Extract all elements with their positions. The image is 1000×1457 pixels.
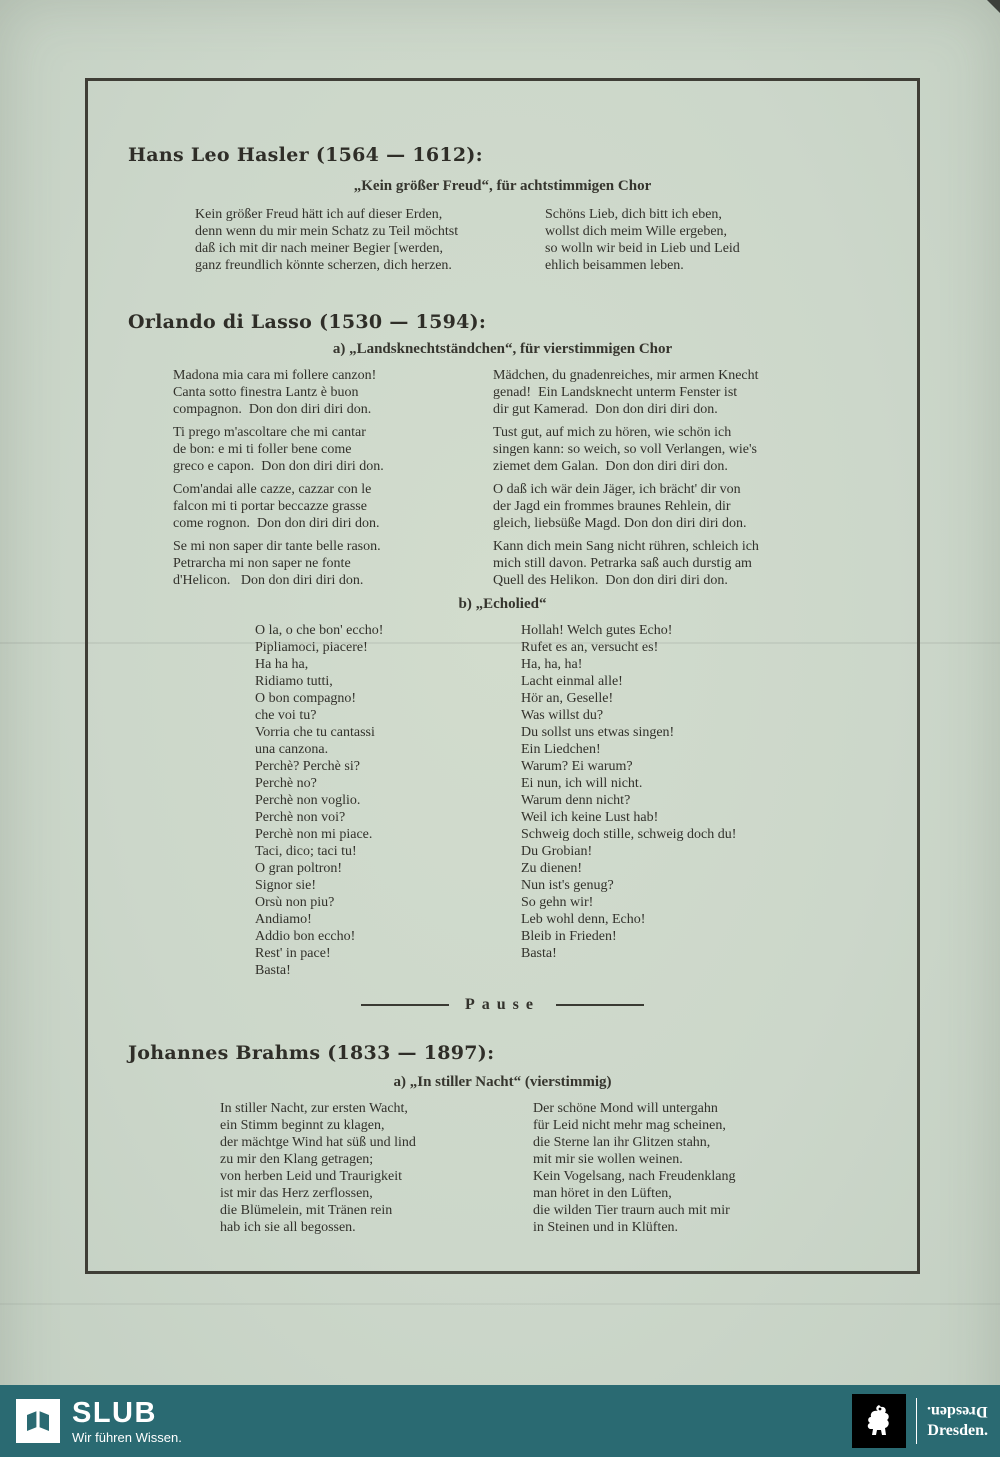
verse-line: Perchè non voglio. [255,793,361,808]
verse-line: come rognon. Don don diri diri don. [173,516,380,531]
verse-line: Quell des Helikon. Don don diri diri don. [493,573,728,588]
piece-subtitle-hasler: „Kein größer Freud“, für achtstimmigen Chor [353,178,652,194]
dresden-wordmark-stack [927,1403,988,1439]
dresden-wordmark: Dresden. [927,1422,988,1439]
stanza [493,424,877,475]
verse-line: Ei nun, ich will nicht. [521,776,643,791]
verse-column-german [493,367,877,589]
paper-fold-crease [0,1303,1000,1305]
verse-line: ist mir das Herz zerflossen, [220,1186,373,1201]
dresden-coat-of-arms-icon [852,1394,906,1448]
verse-line: singen kann: so weich, so voll Verlangen, wie's [493,442,757,457]
verse-column-right [533,1100,877,1236]
verse-line: Kein Vogelsang, nach Freudenklang [533,1169,736,1184]
verse-line: hab ich sie all begossen. [220,1220,356,1235]
verse-line: Lacht einmal alle! [521,674,623,689]
stanza [173,424,478,475]
verse-column-italian [173,367,478,589]
piece-subtitle-landsknechtstaendchen: a) „Landsknechtständchen“, für vierstimmigen Chor [332,341,673,357]
verse-line: che voi tu? [255,708,317,723]
verse-column-italian [195,206,535,274]
verse-line: Kein größer Freud hätt ich auf dieser Erden, [195,207,443,222]
verse-line: Rest' in pace! [255,946,331,961]
verse-line: Com'andai alle cazze, cazzar con le [173,482,372,497]
pause-rule-right [556,1004,644,1006]
slub-branding-bar [0,1385,1000,1457]
verse-line: ganz freundlich könnte scherzen, dich herzen. [195,258,452,273]
verse-line: gleich, liebsüße Magd. Don don diri diri don. [493,516,747,531]
verse-line: Tust gut, auf mich zu hören, wie schön ich [493,425,732,440]
verse-line: Vorria che tu cantassi [255,725,375,740]
verse-line: O la, o che bon' eccho! [255,623,384,638]
verse-line: de bon: e mi ti foller bene come [173,442,352,457]
verse-line: Mädchen, du gnadenreiches, mir armen Knecht [493,368,759,383]
verse-line: Perchè non mi piace. [255,827,373,842]
verse-line: O gran poltron! [255,861,343,876]
verse-line: O daß ich wär dein Jäger, ich brächt' dir von [493,482,741,497]
composer-heading-hasler: Hans Leo Hasler (1564 — 1612): [128,144,483,166]
verse-line: der Jagd ein frommes braunes Rehlein, dir [493,499,731,514]
verse-line: Petrarcha mi non saper ne fonte [173,556,351,571]
scan-corner-notch [987,0,1000,13]
stanza [493,538,877,589]
verse-line: zu mir den Klang getragen; [220,1152,374,1167]
verse-line: Se mi non saper dir tante belle rason. [173,539,381,554]
slub-logo-icon [16,1399,60,1443]
slub-wordmark: SLUB [72,1396,157,1429]
verse-line: der mächtge Wind hat süß und lind [220,1135,416,1150]
verse-line: dir gut Kamerad. Don don diri diri don. [493,402,718,417]
verse-line: Was willst du? [521,708,604,723]
verse-line: genad! Ein Landsknecht unterm Fenster ist [493,385,738,400]
verse-line: Leb wohl denn, Echo! [521,912,646,927]
verse-line: Ha, ha, ha! [521,657,583,672]
pause-label: Pause [465,996,540,1013]
verse-line: Orsù non piu? [255,895,335,910]
composer-heading-brahms: Johannes Brahms (1833 — 1897): [128,1042,495,1064]
stanza [173,481,478,532]
verse-line: Ha ha ha, [255,657,309,672]
verse-line: Warum denn nicht? [521,793,631,808]
section-hasler [128,143,877,274]
verse-line: so wolln wir beid in Lieb und Leid [545,241,740,256]
dresden-wordmark-flipped: Dresden. [927,1403,988,1420]
verse-line: Weil ich keine Lust hab! [521,810,659,825]
verse-line: Rufet es an, versucht es! [521,640,659,655]
verse-line: Basta! [521,946,557,961]
verse-line: Ti prego m'ascoltare che mi cantar [173,425,366,440]
stanza [173,367,478,418]
verse-line: Warum? Ei warum? [521,759,633,774]
verse-line: Perchè no? [255,776,317,791]
verse-line: mit mir sie wollen weinen. [533,1152,683,1167]
verse-column-left [220,1100,525,1236]
verse-line: wollst dich meim Wille ergeben, [545,224,728,239]
verse-line: d'Helicon. Don don diri diri don. [173,573,364,588]
section-brahms [128,1041,877,1236]
footer-divider [916,1398,917,1444]
verse-line: Andiamo! [255,912,312,927]
slub-text-column [72,1398,182,1445]
verse-line: man höret in den Lüften, [533,1186,672,1201]
verse-line: una canzona. [255,742,329,757]
verse-line: Signor sie! [255,878,317,893]
verse-line: falcon mi ti portar beccazze grasse [173,499,367,514]
verse-line: Schöns Lieb, dich bitt ich eben, [545,207,722,222]
verse-line: compagnon. Don don diri diri don. [173,402,372,417]
verse-line: So gehn wir! [521,895,594,910]
verse-line: von herben Leid und Traurigkeit [220,1169,402,1184]
pause-divider [128,995,877,1015]
verse-line: Ridiamo tutti, [255,674,333,689]
echo-column-italian [255,622,473,979]
verse-line: in Steinen und in Klüften. [533,1220,679,1235]
slub-tagline: Wir führen Wissen. [72,1429,182,1445]
verse-line: Hör an, Geselle! [521,691,614,706]
verse-line: Madona mia cara mi follere canzon! [173,368,377,383]
verse-line: für Leid nicht mehr mag scheinen, [533,1118,726,1133]
verse-line: Du sollst uns etwas singen! [521,725,675,740]
verse-line: O bon compagno! [255,691,357,706]
verse-line: Ein Liedchen! [521,742,601,757]
echo-column-german [521,622,877,979]
verse-line: Addio bon eccho! [255,929,356,944]
verse-line: Der schöne Mond will untergahn [533,1101,718,1116]
verse-line: Canta sotto finestra Lantz è buon [173,385,359,400]
slub-brand-group [16,1398,182,1445]
verse-line: Basta! [255,963,291,978]
verse-line: Du Grobian! [521,844,593,859]
verse-line: greco e capon. Don don diri diri don. [173,459,384,474]
verse-line: die Sterne lan ihr Glitzen stahn, [533,1135,711,1150]
verse-line: Nun ist's genug? [521,878,614,893]
verse-line: In stiller Nacht, zur ersten Wacht, [220,1101,408,1116]
verse-line: Schweig doch stille, schweig doch du! [521,827,737,842]
verse-line: mich still davon. Petrarka saß auch durstig am [493,556,752,571]
verse-line: ziemet dem Galan. Don don diri diri don. [493,459,728,474]
piece-subtitle-in-stiller-nacht: a) „In stiller Nacht“ (vierstimmig) [393,1074,612,1090]
composer-heading-lasso: Orlando di Lasso (1530 — 1594): [128,311,487,333]
verse-line: Perchè? Perchè si? [255,759,360,774]
piece-subtitle-echolied: b) „Echolied“ [458,596,547,612]
verse-line: denn wenn du mir mein Schatz zu Teil möchtst [195,224,459,239]
stanza [173,538,478,589]
verse-column-german [545,206,877,274]
pause-rule-left [361,1004,449,1006]
printed-border-frame [85,78,920,1274]
verse-line: daß ich mit dir nach meiner Begier [werden, [195,241,444,256]
verse-line: ehlich beisammen leben. [545,258,684,273]
verse-line: Taci, dico; taci tu! [255,844,357,859]
verse-line: Pipliamoci, piacere! [255,640,368,655]
verse-line: Hollah! Welch gutes Echo! [521,623,673,638]
verse-line: Kann dich mein Sang nicht rühren, schleich ich [493,539,759,554]
verse-line: Bleib in Frieden! [521,929,617,944]
dresden-brand-group [852,1394,988,1448]
verse-line: Perchè non voi? [255,810,346,825]
verse-line: die wilden Tier traurn auch mit mir [533,1203,730,1218]
stanza [493,481,877,532]
stanza [493,367,877,418]
verse-line: Zu dienen! [521,861,583,876]
verse-line: ein Stimm beginnt zu klagen, [220,1118,385,1133]
verse-line: die Blümelein, mit Tränen rein [220,1203,393,1218]
section-lasso [128,310,877,979]
